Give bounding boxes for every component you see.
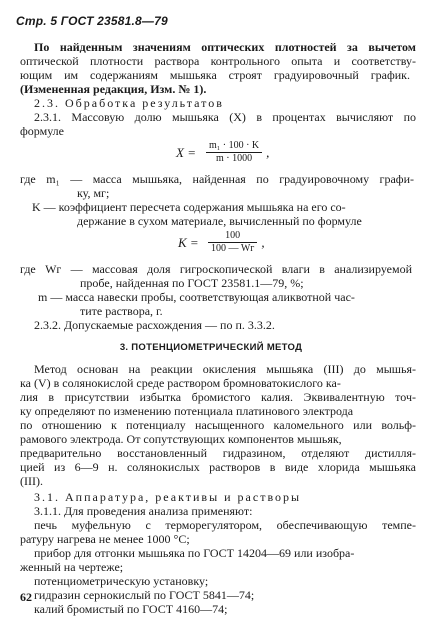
formula-numerator: 100: [208, 230, 257, 243]
formula-fraction: [206, 140, 262, 165]
text-line: (Измененная редакция, Изм. № 1).: [20, 82, 207, 96]
formula-lhs: K =: [178, 235, 199, 250]
text-line: 2.3.1. Массовую долю мышьяка (X) в процентах вычисляют по: [34, 110, 416, 124]
text-line: по отношению к потенциалу насыщенного каломельного или вольф-: [20, 418, 416, 432]
text-line: рамового электрода. От сопутствующих компонентов мышьяк,: [20, 432, 342, 446]
text-line: ратуру нагрева не менее 1000 °С;: [20, 532, 190, 546]
text-line: m — масса навески пробы, соответствующая аликвотной час-: [38, 290, 355, 304]
text-line: лия в присутствии избытка бромистого калия. Эквивалентную точ-: [20, 390, 416, 404]
page-header: Стр. 5 ГОСТ 23581.8—79: [16, 14, 168, 28]
text-line: оптической плотности раствора контрольного опыта и соответству-: [20, 54, 416, 68]
text-line: 3.1.1. Для проведения анализа применяют:: [34, 504, 253, 518]
text-line: тите раствора, г.: [80, 304, 163, 318]
text-line: формуле: [20, 124, 64, 138]
text-line: где Wг — массовая доля гигроскопической влаги в анализируемой: [20, 262, 412, 276]
text-line: женный на чертеже;: [20, 560, 124, 574]
formula-comma: ,: [266, 145, 270, 160]
text-line: ющим им содержаниям мышьяка строят градуировочный график.: [20, 68, 410, 82]
text-line: ку, мг;: [77, 186, 110, 200]
text-line: предварительно восстановленный гидразином, отделяют дистилля-: [20, 446, 416, 460]
text-line: 2.3.2. Допускаемые расхождения — по п. 3.3.2.: [34, 318, 275, 332]
text-line: По найденным значениям оптических плотностей за вычетом: [34, 40, 416, 54]
formula-denominator: 100 — Wг: [211, 243, 255, 254]
text-line: ка (V) в солянокислой среде раствором бромноватокислого ка-: [20, 376, 341, 390]
text-line: держание в сухом материале, вычисленный по формуле: [77, 214, 362, 228]
text-line: печь муфельную с терморегулятором, обеспечивающую темпе-: [34, 518, 416, 532]
formula-fraction: [208, 230, 257, 255]
text-line: K — коэффициент пересчета содержания мышьяка на его со-: [32, 200, 346, 214]
page-number: 62: [20, 590, 32, 604]
text-line: прибор для отгонки мышьяка по ГОСТ 14204—69 или изобра-: [34, 546, 355, 560]
text-line: ку определяют по изменению потенциала платинового электрода: [20, 404, 354, 418]
text-line: (III).: [20, 474, 43, 488]
formula-lhs: X =: [176, 145, 196, 160]
text-line: пробе, найденная по ГОСТ 23581.1—79, %;: [80, 276, 304, 290]
text-line: гидразин сернокислый по ГОСТ 5841—74;: [34, 588, 255, 602]
formula-comma: ,: [261, 235, 265, 250]
text-line: 2.3. Обработка результатов: [34, 96, 224, 110]
text-line: потенциометрическую установку;: [34, 574, 209, 588]
formula-numerator: m₁ · 100 · K: [206, 140, 262, 153]
text-line: Метод основан на реакции окисления мышьяка (III) до мышья-: [34, 362, 416, 376]
text-line: цией из 6—9 н. солянокислых растворов в виде хлорида мышьяка: [20, 460, 416, 474]
text-line: 3.1. Аппаратура, реактивы и растворы: [34, 490, 302, 504]
text-line: калий бромистый по ГОСТ 4160—74;: [34, 602, 228, 616]
text-line: где m₁ — масса мышьяка, найденная по градуировочному графи-: [20, 172, 414, 186]
section-title: 3. ПОТЕНЦИОМЕТРИЧЕСКИЙ МЕТОД: [119, 342, 303, 353]
formula-denominator: m · 1000: [216, 153, 253, 164]
